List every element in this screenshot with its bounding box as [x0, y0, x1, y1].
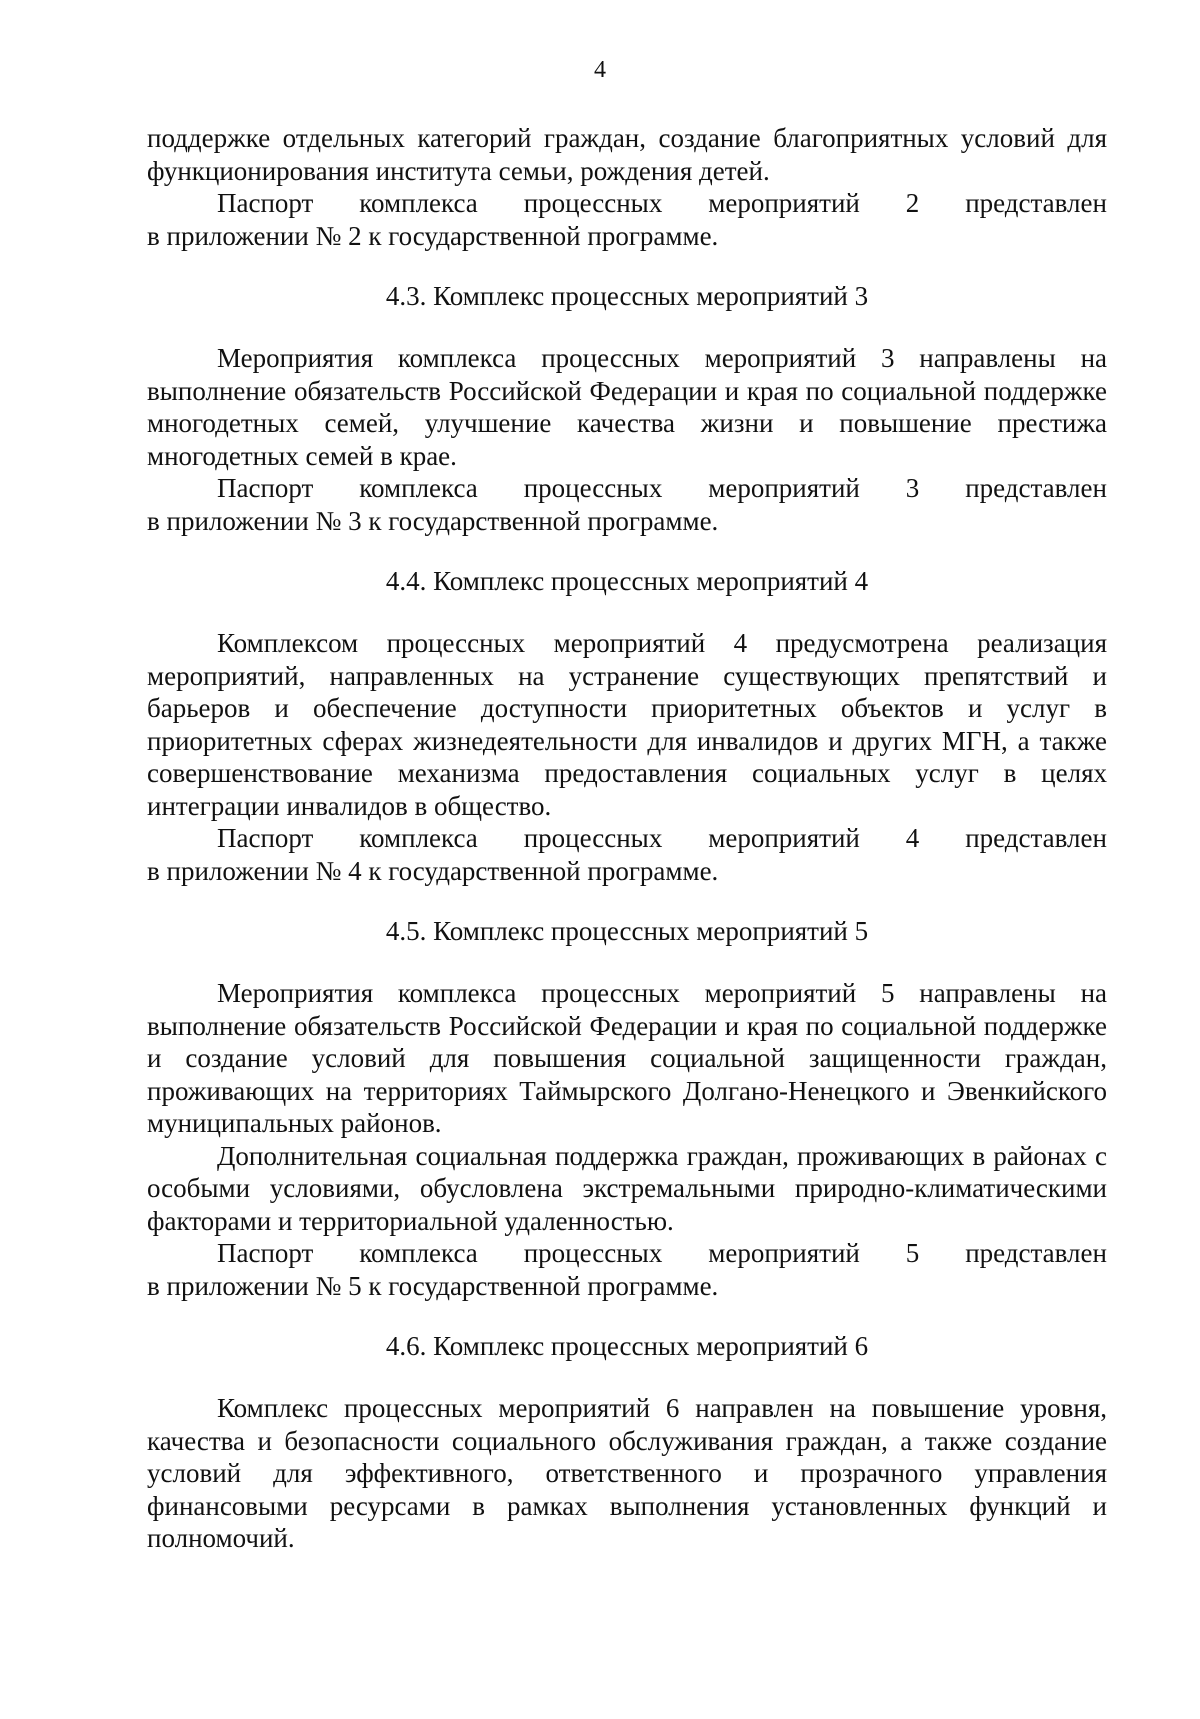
- passport-word: представлен: [965, 823, 1107, 853]
- passport-word: мероприятий: [708, 473, 860, 503]
- passport-word: процессных: [523, 473, 663, 503]
- section-4-5-paragraph: Дополнительная социальная поддержка граждан, проживающих в районах с особыми условиями, обусловлена экстремальными природно-климатическими факторами и территориальной удаленностью.: [147, 1140, 1107, 1236]
- passport-word: мероприятий: [708, 823, 860, 853]
- passport-word: мероприятий: [708, 1238, 860, 1268]
- section-4-3-paragraph: Мероприятия комплекса процессных мероприятий 3 направлены на выполнение обязательств Российской Федерации и края по социальной поддержке многодетных семей, улучшение качества жизни и повышение престижа многодетных семей в крае.: [147, 343, 1107, 471]
- section-4-3-passport-tail: в приложении № 3 к государственной программе.: [147, 505, 719, 536]
- section-4-5-paragraph: Мероприятия комплекса процессных мероприятий 5 направлены на выполнение обязательств Российской Федерации и края по социальной поддержке и создание условий для повышения социальной защищенности граждан, проживающих на территориях Таймырского Долгано-Ненецкого и Эвенкийского муниципальных районов.: [147, 978, 1107, 1138]
- passport-word: Паспорт: [217, 823, 314, 853]
- section-heading-4-5: 4.5. Комплекс процессных мероприятий 5: [385, 916, 869, 946]
- passport-word: 2: [905, 188, 920, 218]
- passport-word: комплекса: [359, 188, 478, 218]
- section-4-4-passport-tail: в приложении № 4 к государственной программе.: [147, 855, 719, 886]
- passport-word: Паспорт: [217, 188, 314, 218]
- passport-word: представлен: [965, 188, 1107, 218]
- passport-word: Паспорт: [217, 473, 314, 503]
- intro-passport-line: [147, 187, 1107, 220]
- intro-passport-tail: в приложении № 2 к государственной программе.: [147, 220, 719, 251]
- passport-word: комплекса: [359, 1238, 478, 1268]
- page-number: 4: [594, 57, 606, 83]
- section-4-5-passport-tail: в приложении № 5 к государственной программе.: [147, 1270, 719, 1301]
- passport-word: Паспорт: [217, 1238, 314, 1268]
- passport-word: 4: [905, 823, 920, 853]
- passport-word: 5: [905, 1238, 920, 1268]
- section-4-4-passport-line: [147, 822, 1107, 855]
- section-heading-4-3: 4.3. Комплекс процессных мероприятий 3: [385, 281, 869, 311]
- section-4-3-passport-line: [147, 472, 1107, 505]
- section-4-6-paragraph: Комплекс процессных мероприятий 6 направлен на повышение уровня, качества и безопасности социального обслуживания граждан, а также создание условий для эффективного, ответственного и прозрачного управления финансовыми ресурсами в рамках выполнения установленных функций и полномочий.: [147, 1393, 1107, 1553]
- section-4-5-passport-line: [147, 1237, 1107, 1270]
- intro-continuation-paragraph: поддержке отдельных категорий граждан, создание благоприятных условий для функционирования института семьи, рождения детей.: [147, 123, 1107, 186]
- document-body: [147, 122, 1107, 1555]
- passport-word: мероприятий: [708, 188, 860, 218]
- passport-word: комплекса: [359, 823, 478, 853]
- passport-word: представлен: [965, 1238, 1107, 1268]
- section-heading-4-4: 4.4. Комплекс процессных мероприятий 4: [385, 566, 869, 596]
- section-4-4-paragraph: Комплексом процессных мероприятий 4 предусмотрена реализация мероприятий, направленных на устранение существующих препятствий и барьеров и обеспечение доступности приоритетных объектов и услуг в приоритетных сферах жизнедеятельности для инвалидов и других МГН, а также совершенствование механизма предоставления социальных услуг в целях интеграции инвалидов в общество.: [147, 628, 1107, 821]
- section-heading-4-6: 4.6. Комплекс процессных мероприятий 6: [385, 1331, 869, 1361]
- passport-word: 3: [905, 473, 920, 503]
- passport-word: представлен: [965, 473, 1107, 503]
- passport-word: процессных: [523, 188, 663, 218]
- passport-word: процессных: [523, 1238, 663, 1268]
- passport-word: комплекса: [359, 473, 478, 503]
- passport-word: процессных: [523, 823, 663, 853]
